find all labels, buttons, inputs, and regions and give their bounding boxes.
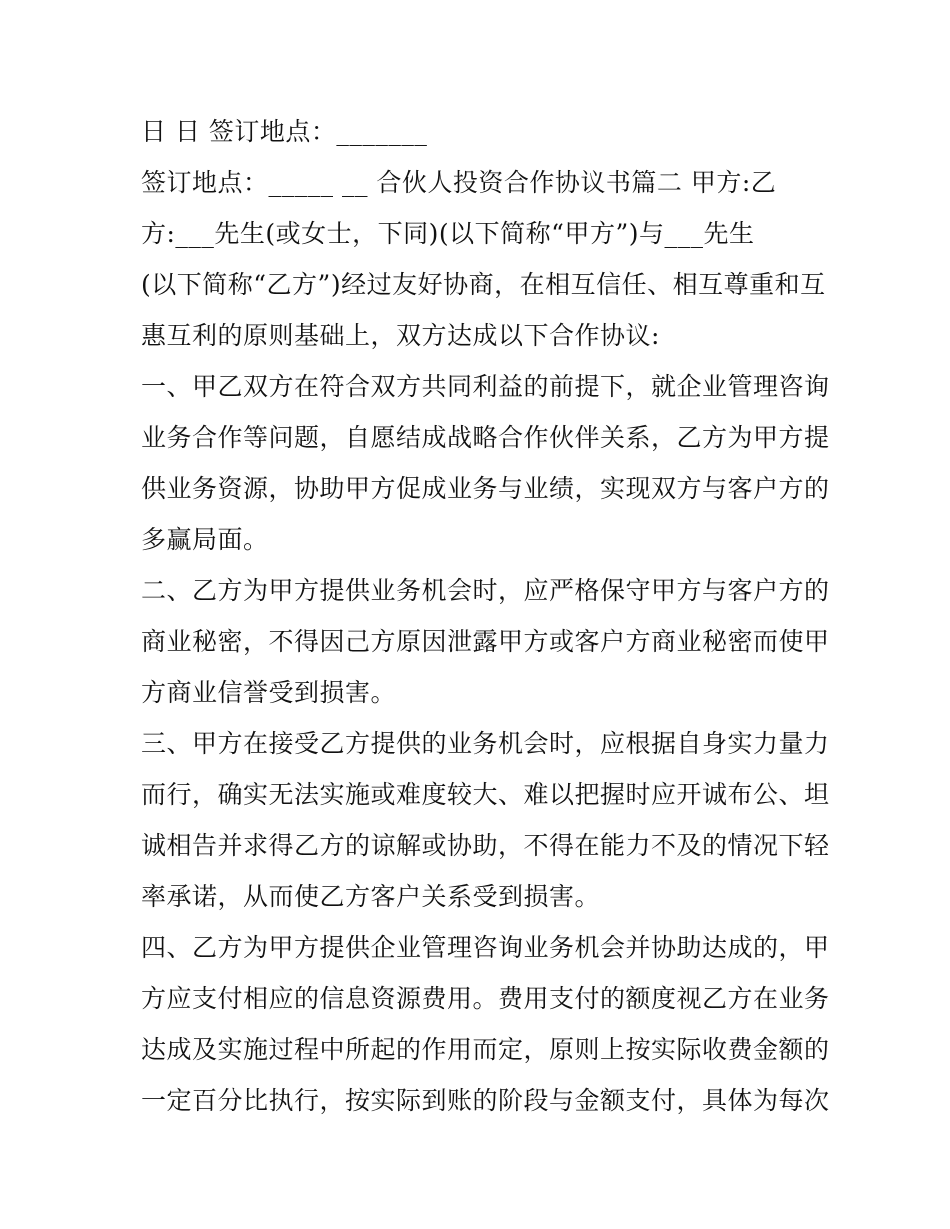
text-line: 一定百分比执行，按实际到账的阶段与金额支付，具体为每次: [141, 1086, 830, 1115]
text-line: 供业务资源，协助甲方促成业务与业绩，实现双方与客户方的: [141, 474, 830, 503]
text-line: 一、甲乙双方在符合双方共同利益的前提下，就企业管理咨询: [141, 372, 830, 401]
text-line: 而行，确实无法实施或难度较大、难以把握时应开诚布公、坦: [141, 780, 830, 809]
text-line: 商业秘密，不得因己方原因泄露甲方或客户方商业秘密而使甲: [141, 627, 830, 656]
text-line: 诚相告并求得乙方的谅解或协助，不得在能力不及的情况下轻: [141, 831, 830, 860]
text-line: 方:___先生(或女士，下同)(以下简称“甲方”)与___先生: [141, 219, 755, 248]
text-line: 惠互利的原则基础上，双方达成以下合作协议:: [141, 321, 660, 350]
document-body: [141, 106, 830, 1126]
text-line: 率承诺，从而使乙方客户关系受到损害。: [141, 882, 601, 911]
text-line: 三、甲方在接受乙方提供的业务机会时，应根据自身实力量力: [141, 729, 830, 758]
text-line: 多赢局面。: [141, 525, 269, 554]
text-line: 方应支付相应的信息资源费用。费用支付的额度视乙方在业务: [141, 984, 830, 1013]
text-line: 签订地点：_____ __ 合伙人投资合作协议书篇二 甲方:乙: [141, 168, 777, 197]
text-line: 达成及实施过程中所起的作用而定，原则上按实际收费金额的: [141, 1035, 830, 1064]
text-line: 业务合作等问题，自愿结成战略合作伙伴关系，乙方为甲方提: [141, 423, 830, 452]
text-line: 方商业信誉受到损害。: [141, 678, 397, 707]
text-line: (以下简称“乙方”)经过友好协商，在相互信任、相互尊重和互: [141, 270, 826, 299]
text-line: 四、乙方为甲方提供企业管理咨询业务机会并协助达成的，甲: [141, 933, 830, 962]
text-line: 二、乙方为甲方提供业务机会时，应严格保守甲方与客户方的: [141, 576, 830, 605]
text-line: 日 日 签订地点：_______: [141, 117, 428, 146]
